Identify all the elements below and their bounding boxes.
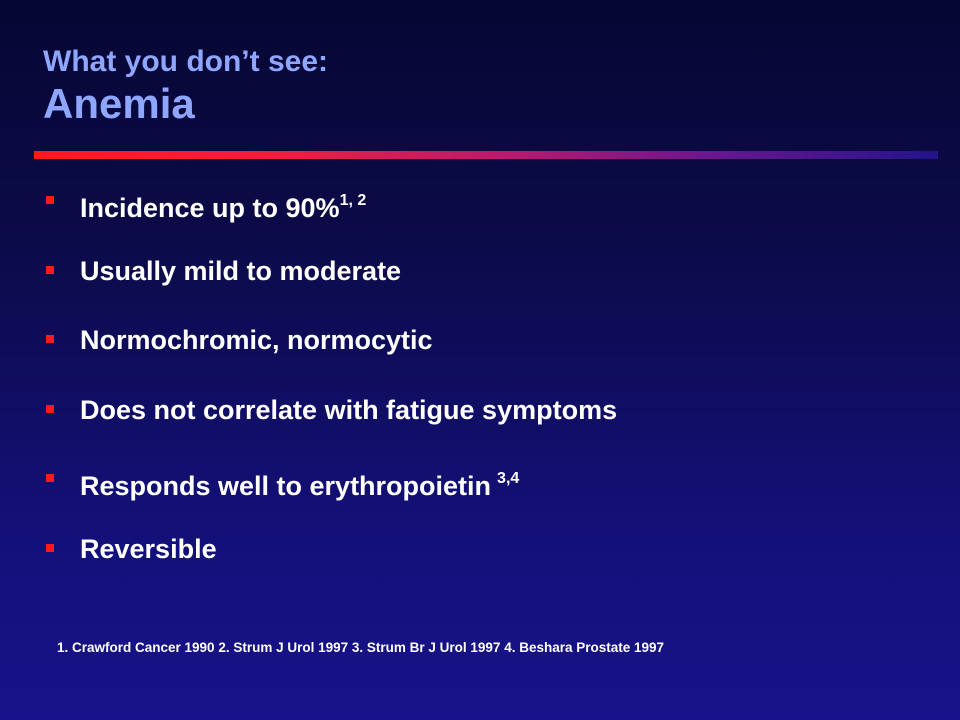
references-footnote: 1. Crawford Cancer 1990 2. Strum J Urol 1997 3. Strum Br J Urol 1997 4. Beshara Prostate 1997	[57, 640, 665, 655]
square-bullet-icon	[46, 196, 54, 204]
square-bullet-icon	[46, 266, 54, 274]
square-bullet-icon	[46, 405, 54, 413]
bullet-label: Reversible	[80, 533, 217, 564]
bullet-label: Usually mild to moderate	[80, 255, 402, 286]
bullet-text	[80, 460, 519, 505]
bullet-label: Normochromic, normocytic	[80, 325, 433, 355]
square-bullet-icon	[46, 335, 54, 343]
bullet-item	[46, 530, 926, 600]
title-divider	[34, 151, 938, 159]
bullet-item	[46, 391, 926, 461]
bullet-text	[80, 530, 217, 568]
square-bullet-icon	[46, 544, 54, 552]
square-bullet-icon	[46, 474, 54, 482]
bullet-label: Does not correlate with fatigue symptoms	[80, 394, 618, 425]
slide-title: Anemia	[43, 80, 195, 127]
bullet-text	[80, 391, 617, 429]
bullet-item	[46, 252, 926, 322]
bullet-list	[46, 182, 926, 599]
bullet-item	[46, 460, 926, 530]
bullet-label: Responds well to erythropoietin	[80, 471, 492, 501]
slide-subtitle: What you don’t see:	[43, 45, 328, 78]
bullet-label: Incidence up to 90%	[80, 193, 340, 223]
title-block	[43, 44, 328, 128]
citation-superscript: 3,4	[497, 470, 520, 487]
citation-superscript: 1, 2	[339, 192, 367, 209]
bullet-text	[80, 182, 366, 227]
bullet-item	[46, 321, 926, 391]
bullet-text	[80, 252, 401, 290]
bullet-text	[80, 321, 433, 359]
bullet-item	[46, 182, 926, 252]
